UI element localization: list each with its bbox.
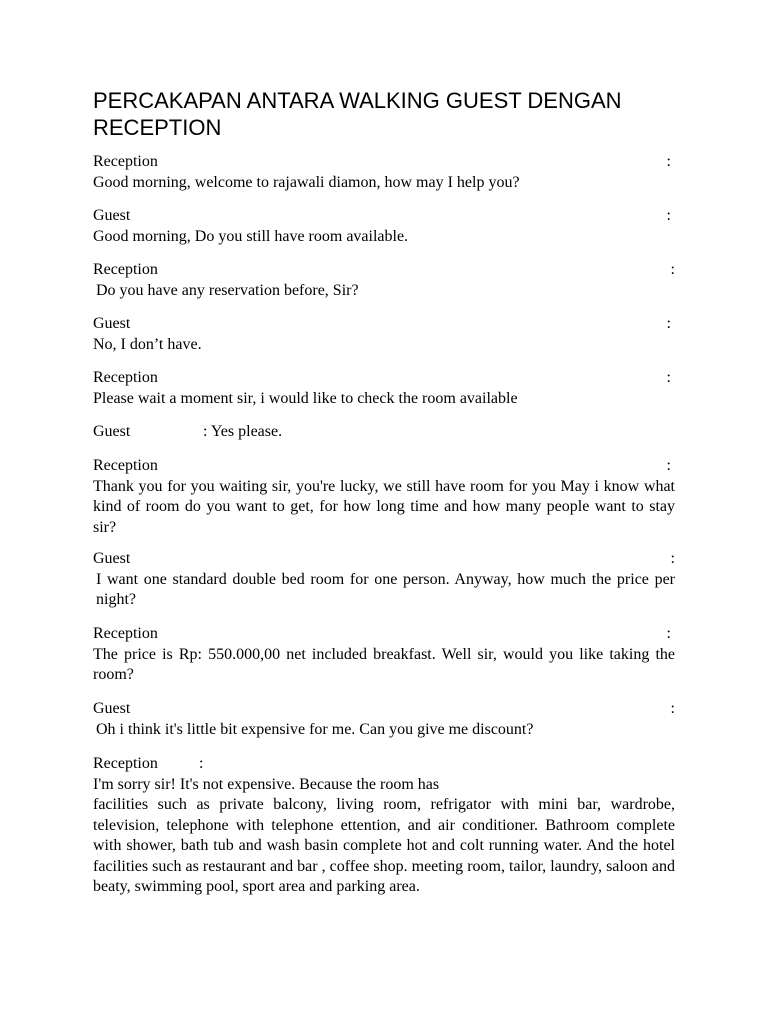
utterance-text: The price is Rp: 550.000,00 net included breakfast. Well sir, would you like taking the room?	[93, 645, 675, 683]
page-title	[93, 87, 693, 141]
speaker-label: Reception	[93, 153, 158, 170]
speaker-label: Reception	[93, 261, 158, 278]
dialogue-turn-reception	[93, 260, 675, 301]
title-line-1: PERCAKAPAN ANTARA WALKING GUEST DENGAN	[93, 88, 622, 113]
dialogue-turn-reception	[93, 368, 675, 409]
utterance-text: Do you have any reservation before, Sir?	[96, 281, 359, 299]
utterance-text: facilities such as private balcony, living room, refrigator with mini bar, wardrobe, television, telephone with telephone ettention, and air conditioner. Bathroom complete with shower, bath tub and wash basin complete hot and colt running water. And the hotel facilities such as restaurant and bar , coffee shop. meeting room, tailor, laundry, saloon and beaty, swimming pool, sport area and parking area.	[93, 796, 675, 895]
speaker-label: Reception	[93, 755, 158, 772]
utterance-text: I want one standard double bed room for one person. Anyway, how much the price per night?	[96, 570, 675, 608]
speaker-label: Reception	[93, 625, 158, 642]
speaker-label: Guest	[93, 207, 131, 224]
utterance-text-first-line: I'm sorry sir! It's not expensive. Because the room has	[93, 775, 440, 793]
speaker-colon: :	[666, 457, 671, 474]
utterance-text: Good morning, Do you still have room available.	[93, 227, 409, 245]
utterance-text: Thank you for you waiting sir, you're lucky, we still have room for you May i know what kind of room do you want to get, for how long time and how many people want to stay sir?	[93, 477, 675, 536]
speaker-colon: :	[670, 700, 675, 717]
speaker-colon: :	[666, 369, 671, 386]
speaker-colon: :	[666, 207, 671, 224]
speaker-label: Guest	[93, 423, 131, 440]
speaker-colon: :	[666, 315, 671, 332]
speaker-label: Reception	[93, 457, 158, 474]
dialogue-turn-guest	[93, 206, 675, 247]
speaker-label: Guest	[93, 700, 131, 717]
speaker-colon: :	[666, 153, 671, 170]
speaker-colon: :	[666, 625, 671, 642]
dialogue-turn-reception	[93, 152, 675, 193]
dialogue-turn-reception	[93, 754, 675, 898]
utterance-text: Please wait a moment sir, i would like to check the room available	[93, 389, 518, 407]
speaker-label: Reception	[93, 369, 158, 386]
utterance-text: : Yes please.	[203, 423, 283, 440]
dialogue-turn-guest	[93, 699, 675, 740]
utterance-text: No, I don’t have.	[93, 335, 202, 353]
speaker-colon: :	[670, 550, 675, 567]
dialogue-turn-reception	[93, 456, 675, 538]
dialogue-turn-guest	[93, 422, 675, 443]
utterance-text: Good morning, welcome to rajawali diamon, how may I help you?	[93, 173, 520, 191]
utterance-text: Oh i think it's little bit expensive for me. Can you give me discount?	[96, 720, 534, 738]
title-line-2: RECEPTION	[93, 115, 222, 140]
speaker-label: Guest	[93, 550, 131, 567]
speaker-label: Guest	[93, 315, 131, 332]
dialogue-turn-guest	[93, 314, 675, 355]
dialogue-turn-reception	[93, 624, 675, 686]
speaker-colon: :	[199, 755, 204, 772]
dialogue-turn-guest	[93, 549, 675, 611]
speaker-colon: :	[670, 261, 675, 278]
